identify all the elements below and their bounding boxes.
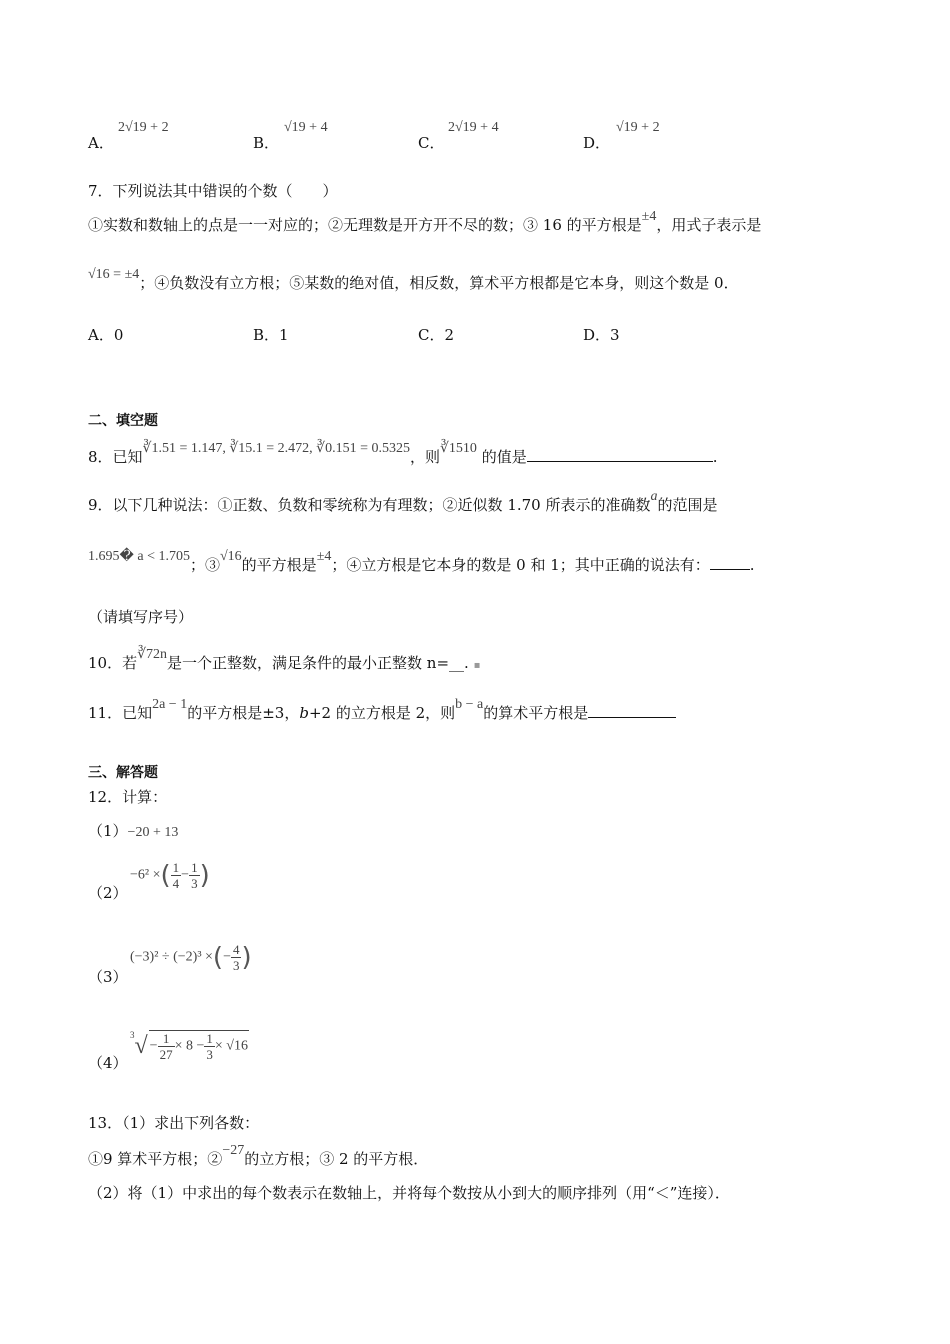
- q8-answer-blank[interactable]: [527, 447, 713, 462]
- q13-neg27: −27: [222, 1143, 245, 1158]
- q6-option-b-expr: √19 + 4: [284, 120, 328, 135]
- q9-answer-blank[interactable]: [710, 555, 750, 570]
- q6-option-a-expr: 2√19 + 2: [118, 120, 169, 135]
- q11-expr-2a-1: 2a − 1: [152, 697, 188, 712]
- q7-option-d[interactable]: D．3: [583, 326, 620, 344]
- q12-part4-expr: $^3$√ − $\frac{1}{27}$ × 8 − $\frac{1}{3}$ × √16: [130, 1030, 248, 1062]
- q12-part4: （4） $^3$√ − $\frac{1}{27}$ × 8 − $\frac{1}{3}$ × √16: [88, 1030, 248, 1072]
- q7-line2: √16 = ±4；④负数没有立方根；⑤某数的绝对值，相反数，算术平方根都是它本身，则这个数是 0．: [88, 267, 739, 292]
- q9-line1: 9．以下几种说法：①正数、负数和零统称为有理数；②近似数 1.70 所表示的准确数a的范围是: [88, 489, 718, 514]
- q7-options: [88, 324, 890, 344]
- q12-part2: （2） −6² ×( $\frac{1}{4}$ − $\frac{1}{3}$ ): [88, 860, 210, 902]
- q13-stem: 13．（1）求出下列各数：: [88, 1114, 260, 1132]
- q6-option-c[interactable]: C．: [418, 134, 445, 152]
- q9-line2: 1.695� a < 1.705；③√16的平方根是±4；④立方根是它本身的数是 0 和 1；其中正确的说法有： .: [88, 549, 755, 574]
- q8-cbrt1510: ∛1510: [440, 441, 477, 456]
- cube-root-icon: √: [134, 1033, 148, 1059]
- section-fill-in-heading: 二、填空题: [88, 413, 158, 429]
- q12-part2-expr: −6² ×( $\frac{1}{4}$ − $\frac{1}{3}$ ): [130, 860, 210, 891]
- q12-part1-expr: −20 + 13: [127, 825, 179, 840]
- q9-pm4: ±4: [316, 549, 332, 564]
- q7-line1: ①实数和数轴上的点是一一对应的；②无理数是开方开不尽的数；③ 16 的平方根是±4，用式子表示是: [88, 209, 762, 234]
- q7-option-b[interactable]: B．1: [253, 326, 289, 344]
- q11-expr-b-a: b − a: [455, 697, 484, 712]
- q7-option-c[interactable]: C．2: [418, 326, 455, 344]
- q6-options: [88, 120, 890, 150]
- q7-sqrt16-expr: √16 = ±4: [88, 267, 140, 282]
- q7-pm4: ±4: [641, 209, 657, 224]
- q7-option-a[interactable]: A．0: [88, 326, 124, 344]
- q8: 8．已知∛1.51 = 1.147, ∛15.1 = 2.472, ∛0.151 = 0.5325，则∛1510 的值是 .: [88, 441, 718, 466]
- q9-note: （请填写序号）: [88, 608, 194, 626]
- q11: 11．已知2a − 1的平方根是±3，b+2 的立方根是 2，则b − a的算术平方根是: [88, 702, 890, 723]
- q6-option-d[interactable]: D．: [583, 134, 611, 152]
- q6-option-c-expr: 2√19 + 4: [448, 120, 499, 135]
- section-solve-heading: 三、解答题: [88, 765, 158, 781]
- q9-range-expr: 1.695� a < 1.705: [88, 549, 190, 564]
- q6-option-a[interactable]: A．: [88, 134, 114, 152]
- q10: 10．若∛72n是一个正整数，满足条件的最小正整数 n=__. ▪: [88, 647, 481, 672]
- q12-part3-expr: (−3)² ÷ (−2)³ ×(− $\frac{4}{3}$ ): [130, 942, 252, 973]
- q7-stem: 7．下列说法其中错误的个数（ ）: [88, 182, 338, 200]
- q11-answer-blank[interactable]: [588, 703, 676, 718]
- q12-part1: （1）−20 + 13: [88, 822, 179, 840]
- q13-line1: ①9 算术平方根；②−27的立方根；③ 2 的平方根．: [88, 1143, 429, 1168]
- q9-var-a: a: [650, 489, 658, 504]
- q6-option-b[interactable]: B．: [253, 134, 280, 152]
- q12-part3: （3） (−3)² ÷ (−2)³ ×(− $\frac{4}{3}$ ): [88, 942, 252, 986]
- q13-line2: （2）将（1）中求出的每个数表示在数轴上，并将每个数按从小到大的顺序排列（用“＜”连接）．: [88, 1184, 730, 1202]
- q10-cbrt72n: ∛72n: [137, 647, 168, 662]
- q6-option-d-expr: √19 + 2: [616, 120, 660, 135]
- q9-sqrt16: √16: [219, 549, 242, 564]
- q12-stem: 12．计算：: [88, 788, 168, 806]
- q8-given-expr: ∛1.51 = 1.147, ∛15.1 = 2.472, ∛0.151 = 0.5325: [142, 441, 410, 456]
